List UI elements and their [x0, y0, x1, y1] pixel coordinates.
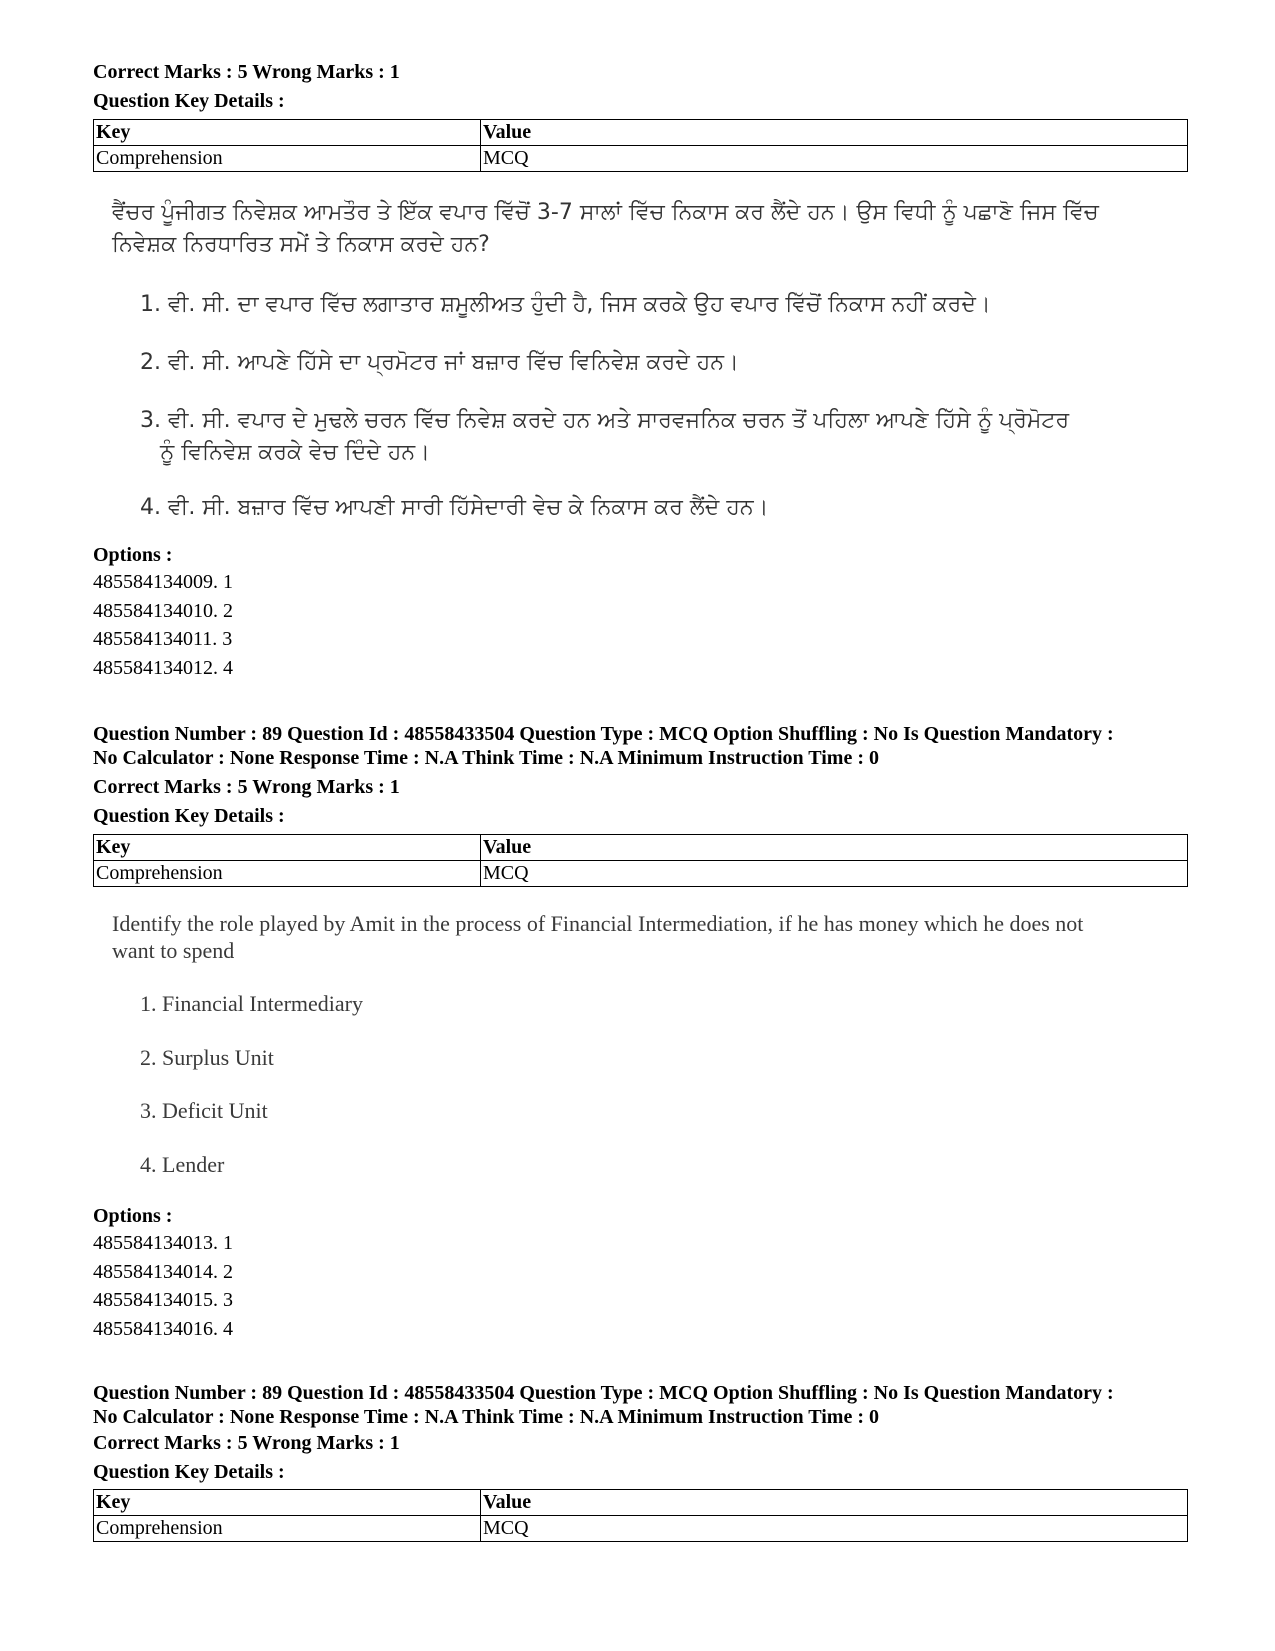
question-text: ਵੈਂਚਰ ਪੂੰਜੀਗਤ ਨਿਵੇਸ਼ਕ ਆਮਤੌਰ ਤੇ ਇੱਕ ਵਪਾਰ ਵਿੱਚੋਂ 3-7 ਸਾਲਾਂ ਵਿੱਚ ਨਿਕਾਸ ਕਰ ਲੈਂਦੇ ਹਨ। ਉਸ ਵਿਧੀ ਨੂੰ ਪਛਾਣੋ ਜਿਸ ਵਿੱਚ ਨਿਵੇਸ਼ਕ ਨਿਰਧਾਰਿਤ ਸਮੇਂ ਤੇ ਨਿਕਾਸ ਕਰਦੇ ਹਨ? [112, 200, 1099, 257]
table-row [94, 1516, 1188, 1542]
key-details-label: Question Key Details : [93, 90, 285, 112]
question-header [93, 1381, 1114, 1429]
answer-choice: 2. ਵੀ. ਸੀ. ਆਪਣੇ ਹਿੱਸੇ ਦਾ ਪ੍ਰਮੋਟਰ ਜਾਂ ਬਜ਼ਾਰ ਵਿੱਚ ਵਿਨਿਵੇਸ਼ ਕਰਦੇ ਹਨ। [140, 350, 739, 375]
option-item: 485584134010. 2 [93, 599, 233, 622]
marks-line: Correct Marks : 5 Wrong Marks : 1 [93, 776, 400, 798]
table-row [94, 146, 1188, 172]
table-row [94, 1490, 1188, 1516]
option-item: 485584134014. 2 [93, 1260, 233, 1283]
option-item: 485584134012. 4 [93, 656, 233, 679]
key-details-table [93, 1489, 1188, 1542]
key-details-label: Question Key Details : [93, 805, 285, 827]
key-cell: Comprehension [94, 861, 481, 887]
question-header-line: Question Number : 89 Question Id : 48558433504 Question Type : MCQ Option Shuffling : No Is Question Mandatory : [93, 1382, 1114, 1404]
option-item: 485584134013. 1 [93, 1232, 233, 1254]
value-cell: MCQ [481, 1516, 1188, 1542]
key-cell: Comprehension [94, 146, 481, 172]
answer-choice: 3. Deficit Unit [140, 1098, 268, 1123]
value-header: Value [481, 120, 1188, 146]
option-item: 485584134015. 3 [93, 1289, 233, 1311]
question-header-line: Question Number : 89 Question Id : 48558433504 Question Type : MCQ Option Shuffling : No Is Question Mandatory : [93, 723, 1114, 745]
question-header-line: No Calculator : None Response Time : N.A Think Time : N.A Minimum Instruction Time : 0 [93, 747, 879, 769]
value-header: Value [481, 835, 1188, 861]
answer-choice-continued: ਨੂੰ ਵਿਨਿਵੇਸ਼ ਕਰਕੇ ਵੇਚ ਦਿੰਦੇ ਹਨ। [160, 440, 430, 465]
table-row [94, 861, 1188, 887]
answer-choice: 3. ਵੀ. ਸੀ. ਵਪਾਰ ਦੇ ਮੁਢਲੇ ਚਰਨ ਵਿੱਚ ਨਿਵੇਸ਼ ਕਰਦੇ ਹਨ ਅਤੇ ਸਾਰਵਜਨਿਕ ਚਰਨ ਤੋਂ ਪਹਿਲਾ ਆਪਣੇ ਹਿੱਸੇ ਨੂੰ ਪ੍ਰੋਮੋਟਰ [140, 408, 1070, 433]
options-label: Options : [93, 1205, 173, 1227]
answer-choice: 1. ਵੀ. ਸੀ. ਦਾ ਵਪਾਰ ਵਿੱਚ ਲਗਾਤਾਰ ਸ਼ਮੂਲੀਅਤ ਹੁੰਦੀ ਹੈ, ਜਿਸ ਕਰਕੇ ਉਹ ਵਪਾਰ ਵਿੱਚੋਂ ਨਿਕਾਸ ਨਹੀਂ ਕਰਦੇ। [140, 292, 991, 317]
options-list [93, 568, 233, 682]
answer-choice: 4. ਵੀ. ਸੀ. ਬਜ਼ਾਰ ਵਿੱਚ ਆਪਣੀ ਸਾਰੀ ਹਿੱਸੇਦਾਰੀ ਵੇਚ ਕੇ ਨਿਕਾਸ ਕਰ ਲੈਂਦੇ ਹਨ। [140, 495, 769, 520]
answer-choice: 2. Surplus Unit [140, 1045, 274, 1070]
key-details-table [93, 119, 1188, 172]
value-cell: MCQ [481, 861, 1188, 887]
options-list [93, 1229, 233, 1343]
answer-choice: 1. Financial Intermediary [140, 991, 363, 1016]
value-header: Value [481, 1490, 1188, 1516]
key-details-label: Question Key Details : [93, 1461, 285, 1483]
value-cell: MCQ [481, 146, 1188, 172]
option-item: 485584134009. 1 [93, 571, 233, 593]
key-header: Key [94, 1490, 481, 1516]
question-text-line: Identify the role played by Amit in the process of Financial Intermediation, if he has money which he does not [112, 911, 1084, 936]
question-header [93, 722, 1114, 770]
question-header-line: No Calculator : None Response Time : N.A Think Time : N.A Minimum Instruction Time : 0 [93, 1406, 879, 1428]
key-cell: Comprehension [94, 1516, 481, 1542]
table-row [94, 120, 1188, 146]
option-item: 485584134016. 4 [93, 1317, 233, 1340]
options-label: Options : [93, 544, 173, 566]
key-details-table [93, 834, 1188, 887]
question-image-punjabi [112, 197, 1152, 527]
marks-line: Correct Marks : 5 Wrong Marks : 1 [93, 1432, 400, 1454]
option-item: 485584134011. 3 [93, 628, 233, 650]
answer-choice: 4. Lender [140, 1152, 225, 1177]
table-row [94, 835, 1188, 861]
key-header: Key [94, 120, 481, 146]
question-image-english [112, 910, 1162, 1190]
key-header: Key [94, 835, 481, 861]
question-text-line: want to spend [112, 938, 235, 963]
marks-line: Correct Marks : 5 Wrong Marks : 1 [93, 61, 400, 83]
